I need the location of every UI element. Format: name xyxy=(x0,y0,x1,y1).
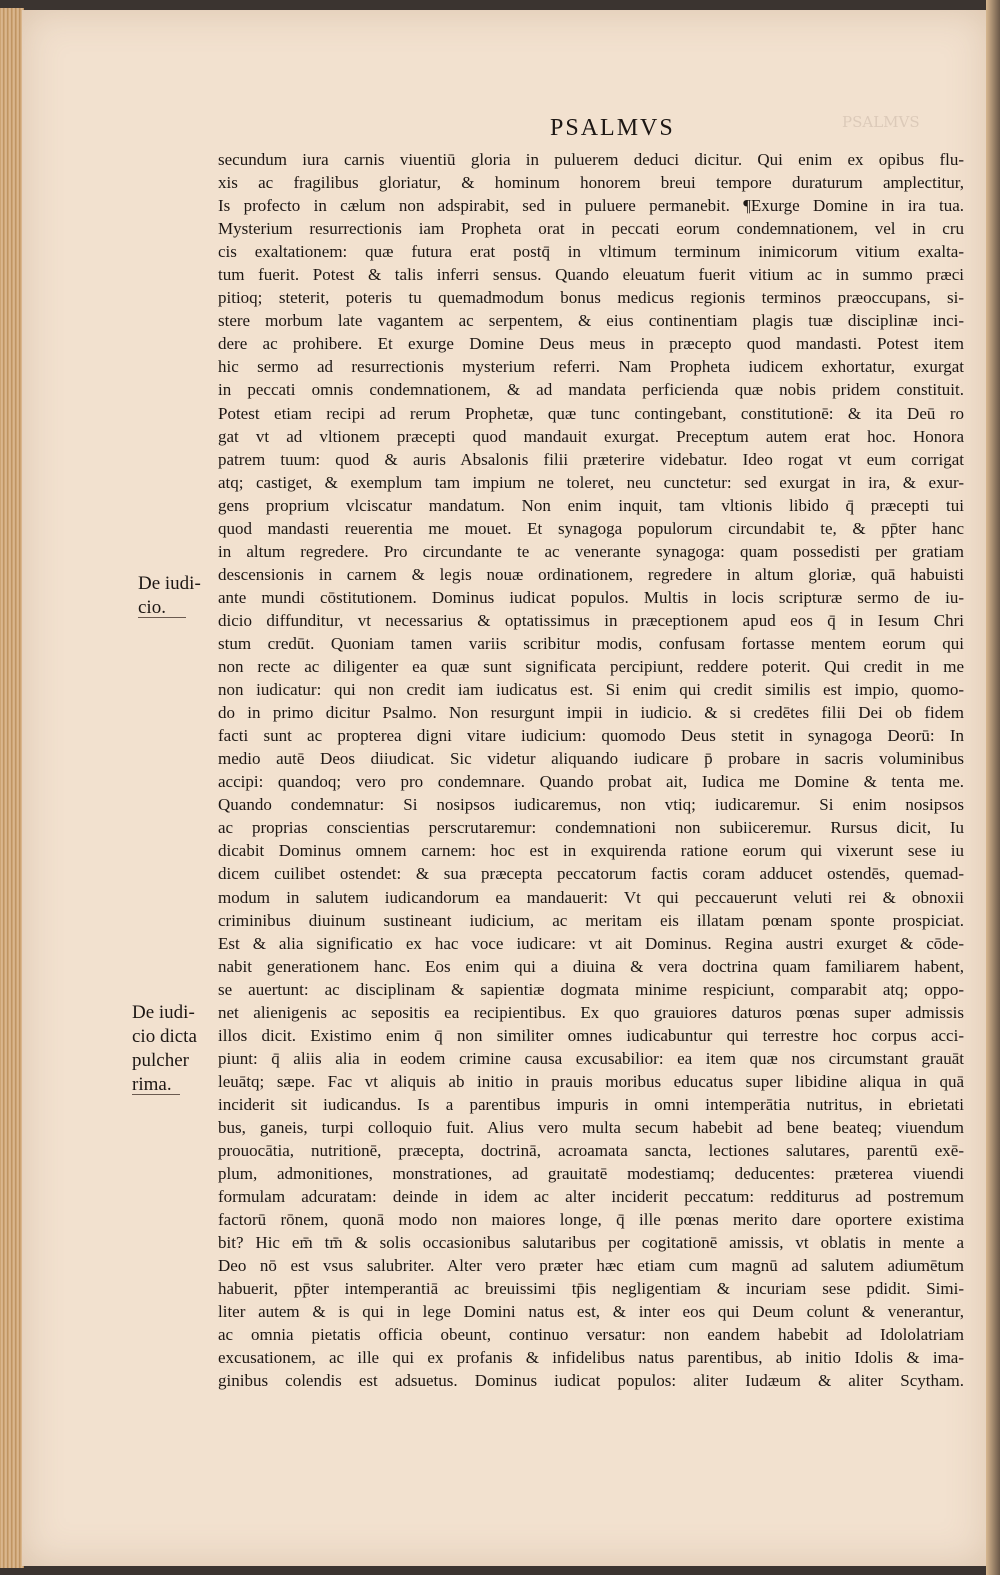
text-line: descensionis in carnem & legis nouæ ordinationem, regredere in altum gloriæ, quā habuisti xyxy=(218,564,964,584)
text-line: quod mandasti reuerentia me mouet. Et synagoga populorum circundabit te, & pp̄ter hanc xyxy=(218,518,964,538)
text-line: dicem cuilibet ostendet: & sua præcepta peccatorum factis coram adducet ostendēs, quemad- xyxy=(218,864,964,884)
text-line: excusationem, ac ille qui ex profanis & infidelibus natus parentibus, ab initio Idolis & ima- xyxy=(218,1348,964,1368)
text-line: net alienigenis ac sepositis ea recipientibus. Ex quo grauiores daturos pœnas super admissis xyxy=(218,1002,964,1022)
text-line: xis ac fragilibus gloriatur, & hominum honorem breui tempore duraturum amplectitur, xyxy=(218,173,964,193)
text-line: plum, admonitiones, monstrationes, ad grauitatē modestiamq; deducentes: præterea viuendi xyxy=(218,1164,964,1184)
text-line: Mysterium resurrectionis iam Propheta orat in peccati eorum condemnationem, vel in cru xyxy=(218,219,964,239)
text-line: patrem tuum: quod & auris Absalonis filii præterire videbatur. Ideo rogat vt eum corrigat xyxy=(218,449,964,469)
text-line: Quando condemnatur: Si nosipsos iudicaremus, non vtiq; iudicaremur. Si enim nosipsos xyxy=(218,795,964,815)
text-line: atq; castiget, & exemplum tam impium ne toleret, neu cunctetur: sed exurgat in ira, & exur- xyxy=(218,472,964,492)
text-line: stere morbum late vagantem ac serpentem, & eius continentiam plagis tuæ disciplinæ inci- xyxy=(218,311,964,331)
text-line: gens proprium vlciscatur mandatum. Non enim inquit, tam vltionis libido q̄ præcepti tui xyxy=(218,495,964,515)
text-line: formulam adcuratam: deinde in idem ac alter inciderit peccatum: redditurus ad postremum xyxy=(218,1187,964,1207)
margin-note-line: pulcher xyxy=(132,1050,189,1071)
text-line: nabit generationem hanc. Eos enim qui a diuina & vera doctrina quam familiarem habent, xyxy=(218,956,964,976)
text-line: Is profecto in cælum non adspirabit, sed in puluere permanebit. ¶Exurge Domine in ira tua. xyxy=(218,196,964,216)
text-line: cis exaltationem: quæ futura erat postq̄ in vltimum terminum inimicorum vitium exalta- xyxy=(218,242,964,262)
text-line: leuātq; sæpe. Fac vt aliquis ab initio in prauis moribus educatus super libidine aliqua in quā xyxy=(218,1071,964,1091)
text-line: Est & alia significatio ex hac voce iudicare: vt ait Dominus. Regina austri exurget & cōde- xyxy=(218,933,964,953)
text-line: piunt: q̄ aliis alia in eodem crimine causa excusabilior: ea item quæ nos circumstant grauāt xyxy=(218,1048,964,1068)
text-line: liter autem & is qui in lege Domini natus est, & inter eos qui Deum colunt & venerantur, xyxy=(218,1302,964,1322)
text-line: facti sunt ac propterea digni vitare iudicium: quomodo Deus stetit in synagoga Deorū: In xyxy=(218,726,964,746)
text-line: stum credūt. Quoniam tamen variis scribitur modis, confusam fortasse mentem eorum qui xyxy=(218,633,964,653)
text-line: pitioq; steterit, poteris tu quemadmodum bonus medicus regionis terminos præoccupans, si- xyxy=(218,288,964,308)
bleed-through: PSALMVS xyxy=(842,113,920,131)
body-text xyxy=(218,148,964,1393)
text-line: inciderit sit iudicandus. Is a parentibus impuris in omni intemperātia nutritus, in ebrietati xyxy=(218,1094,964,1114)
text-line: hic sermo ad resurrectionis mysterium referri. Nam Propheta iudicem exhortatur, exurgat xyxy=(218,357,964,377)
margin-note-line: De iudi- xyxy=(132,1002,195,1023)
margin-note xyxy=(132,1001,197,1095)
text-line: gat vt ad vltionem præcepti quod mandauit exurgat. Preceptum autem erat hoc. Honora xyxy=(218,426,964,446)
text-line: bit? Hic em̄ tm̄ & solis occasionibus salutaribus per cogitationē amissis, vt oblatis in mente a xyxy=(218,1233,964,1253)
text-line: dere ac prohibere. Et exurge Domine Deus meus in præcepto quod mandasti. Potest item xyxy=(218,334,964,354)
text-line: dicio diffunditur, vt necessarius & optatissimus in præceptionem apud eos q̄ in Iesum Chri xyxy=(218,610,964,630)
text-line: illos dicit. Existimo enim q̄ non similiter omnes iudicabuntur qui terrestre hoc corpus acci- xyxy=(218,1025,964,1045)
text-line: habuerit, pp̄ter intemperantiā ac breuissimi tp̄is negligentiam & incuriam sese pdidit. Simi- xyxy=(218,1279,964,1299)
text-line: do in primo dicitur Psalmo. Non resurgunt impii in iudicio. & si credētes filii Dei ob fidem xyxy=(218,703,964,723)
text-line: ac omnia pietatis officia obeunt, continuo versatur: non eandem habebit ad Idololatriam xyxy=(218,1325,964,1345)
text-line: Potest etiam recipi ad rerum Prophetæ, quæ tunc contingebant, constitutionē: & ita Deū ro xyxy=(218,403,964,423)
text-line: ac proprias conscientias perscrutaremur: condemnationi non subiiceremur. Rursus dicit, Iu xyxy=(218,818,964,838)
page-edge-right xyxy=(986,0,1000,1575)
text-line: se auertunt: ac disciplinam & sapientiæ dogmata minime respiciunt, comparabit atq; oppo- xyxy=(218,979,964,999)
margin-note-line: cio. xyxy=(138,597,166,618)
text-line: ante mundi cōstitutionem. Dominus iudicat populos. Multis in locis scripturæ sermo de iu- xyxy=(218,587,964,607)
page-edge-left xyxy=(0,8,24,1568)
margin-note-line: cio dicta xyxy=(132,1026,197,1047)
text-line: accipi: quandoq; vero pro condemnare. Quando probat ait, Iudica me Domine & tenta me. xyxy=(218,772,964,792)
text-line: modum in salutem iudicandorum ea mandauerit: Vt qui peccauerunt veluti rei & obnoxii xyxy=(218,887,964,907)
text-line: dicabit Dominus omnem carnem: hoc est in exquirenda ratione eorum qui vixerunt sese iu xyxy=(218,841,964,861)
margin-note-line: De iudi- xyxy=(138,573,201,594)
text-line: non recte ac diligenter ea quæ sunt significata percipiunt, reddere poterit. Qui credit in me xyxy=(218,657,964,677)
text-line: tum fuerit. Potest & talis inferri sensus. Quando eleuatum fuerit vitium ac in summo præci xyxy=(218,265,964,285)
text-line: non iudicatur: qui non credit iam iudicatus est. Si enim qui credit similis est impio, quomo- xyxy=(218,680,964,700)
running-header: PSALMVS xyxy=(550,115,675,141)
text-line: prouocātia, nutritionē, præcepta, doctrinā, acroamata sancta, lectiones salutares, parentū exē- xyxy=(218,1141,964,1161)
text-line: Deo nō est vsus salubriter. Alter vero præter hæc etiam cum magnū ad salutem adiumētum xyxy=(218,1256,964,1276)
text-line: criminibus diuinum sustineant iudicium, ac meritam eis illatam pœnam sponte prospiciat. xyxy=(218,910,964,930)
text-line: medio autē Deos diiudicat. Sic videtur aliquando iudicare p̄ probare in sacris voluminibus xyxy=(218,749,964,769)
text-line: in altum regredere. Pro circundante te ac venerante synagoga: quam possedisti per gratiam xyxy=(218,541,964,561)
margin-note xyxy=(138,572,201,618)
text-line: ginibus colendis est adsuetus. Dominus iudicat populos: aliter Iudæum & aliter Scytham. xyxy=(218,1371,964,1391)
text-line: secundum iura carnis viuentiū gloria in puluerem deduci dicitur. Qui enim ex opibus flu- xyxy=(218,150,964,169)
text-line: in peccati omnis condemnationem, & ad mandata perficienda quæ nobis pridem constituit. xyxy=(218,380,964,400)
text-line: bus, ganeis, turpi colloquio fuit. Alius vero multa secum habebit ad bene beateq; viuendum xyxy=(218,1117,964,1137)
margin-note-line: rima. xyxy=(132,1074,172,1095)
text-line: factorū rōnem, quonā modo non maiores longe, q̄ ille pœnas merito dare oportere existima xyxy=(218,1210,964,1230)
